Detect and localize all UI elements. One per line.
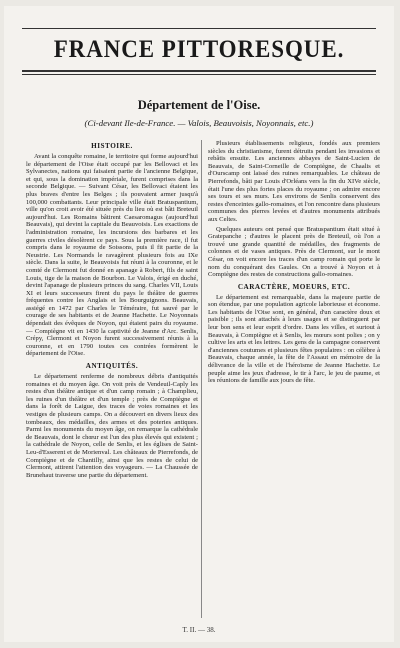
magazine-page — [4, 6, 394, 642]
right-column — [208, 140, 380, 620]
department-title: Département de l'Oise. — [137, 98, 261, 112]
masthead-rule-thick — [22, 70, 376, 72]
top-rule — [22, 28, 376, 29]
left-column — [26, 140, 198, 620]
paragraph: Plusieurs établissements religieux, fondés aux premiers siècles du christianisme, furent détruits pendant les invasions et rebâtis ensuite. Les anciennes abbayes de Saint-Lucien de Beauvais, de Saint-Corneille de Compiègne, de Chaalis et d'Ourscamp ont laissé des ruines remarquables. Le château de Pierrefonds, bâti par Louis d'Orléans vers la fin du XIVe siècle, était l'une des plus fortes places du royaume ; on admire encore ses tours et ses murs. Les environs de Senlis conservent des restes d'enceintes gallo-romaines, et l'on rencontre dans plusieurs communes des pierres levées et d'autres monuments attribués aux Celtes. — [208, 140, 380, 223]
section-heading-histoire: HISTOIRE. — [91, 142, 133, 150]
paragraph: Le département renferme de nombreux débris d'antiquités romaines et du moyen âge. On voit près de Vendeuil-Caply les restes d'un théâtre antique et d'un camp romain ; à Champlieu, les ruines d'un théâtre et d'un temple ; près de Compiègne et dans la forêt de Laigue, des traces de voies romaines et les vestiges de plusieurs camps. On a découvert en divers lieux des tombeaux, des médailles, des armes et des poteries antiques. Parmi les monuments du moyen âge, on remarque la cathédrale de Beauvais, dont le chœur est l'un des plus élevés qui existent ; la cathédrale de Noyon, celle de Senlis, et les églises de Saint-Leu-d'Esserent et de Morienval. Les châteaux de Pierrefonds, de Compiègne et de Chantilly, ainsi que les restes de celui de Clermont, attirent l'attention des voyageurs. — La Chaussée de Brunehaut traverse une partie du département. — [26, 373, 198, 479]
paragraph: Avant la conquête romaine, le territoire qui forme aujourd'hui le département de l'Oise était occupé par les Bellovaci et les Sylvanectes, nations qui faisaient partie de l'ancienne Belgique, et qui, sous la domination impériale, furent comprises dans la seconde Belgique. — Suivant César, les Bellovaci étaient les plus braves d'entre les Belges ; ils pouvaient armer jusqu'à 100,000 combattants. Leur principale ville était Bratuspantium, ville qu'on croit avoir été située près du lieu où est bâti Breteuil aujourd'hui. Les Romains bâtirent Caesaromagus (aujourd'hui Beauvais), qui devint la capitale du Beauvoisis. Les exactions de l'administration romaine, les incursions des barbares et les guerres civiles désolèrent ce pays. Sous la première race, il fut compris dans le royaume de Soissons, puis il fit partie de la Neustrie. Les Normands le ravagèrent plusieurs fois au IXe siècle. Dans la suite, le Beauvoisis fut réuni à la couronne, et le comté de Clermont fut donné en apanage à Robert, fils de saint Louis, tige de la maison de Bourbon. Le Valois, érigé en duché, devint l'apanage de plusieurs princes du sang. Charles VII, Louis XI et leurs successeurs firent du pays le théâtre de guerres fréquentes contre les Anglais et les Bourguignons. Beauvais, assiégé en 1472 par Charles le Téméraire, fut sauvé par le courage de ses habitants et de Jeanne Hachette. Le Noyonnais dépendait des évêques de Noyon, qui étaient pairs du royaume. — Compiègne vit en 1430 la captivité de Jeanne d'Arc. Senlis, Crépy, Clermont et Noyon furent successivement réunis à la couronne, et en 1790 toutes ces contrées formèrent le département de l'Oise. — [26, 153, 198, 358]
section-heading-caractere: CARACTÈRE, MOEURS, ETC. — [237, 282, 351, 291]
column-divider — [201, 140, 202, 618]
department-subtitle: (Ci-devant Ile-de-France. — Valois, Beauvoisis, Noyonnais, etc.) — [84, 118, 314, 128]
masthead-rule-thin — [22, 74, 376, 75]
paragraph: Le département est remarquable, dans la majeure partie de son étendue, par une population agricole laborieuse et économe. Les habitants de l'Oise sont, en général, d'un caractère doux et paisible ; ils sont attachés à leurs usages et se distinguent par leur bon sens et leur esprit d'ordre. Dans les villes, et surtout à Beauvais, à Compiègne et à Senlis, les mœurs sont polies ; on y cultive les arts et les lettres. Les gens de la campagne conservent d'anciennes coutumes et plusieurs fêtes populaires : on célèbre à Beauvais, chaque année, la fête de l'Assaut en mémoire de la délivrance de la ville et de l'héroïsme de Jeanne Hachette. Le peuple aime les jeux d'adresse, le tir à l'arc, le jeu de paume, et les réunions de famille aux jours de fête. — [208, 293, 380, 385]
page-folio: T. II. — 38. — [182, 626, 216, 634]
section-heading-antiquites: ANTIQUITÉS. — [85, 362, 139, 371]
paragraph: Quelques auteurs ont pensé que Bratuspantium était situé à Gratepanche ; d'autres le placent près de Breteuil, où l'on a trouvé une grande quantité de médailles, des fragments de colonnes et de vases antiques. Près de Clermont, sur le mont César, on voit encore les traces d'un camp romain qui porte le nom du conquérant des Gaules. On a trouvé à Noyon et à Compiègne des restes de constructions gallo-romaines. — [208, 225, 380, 279]
masthead-title: FRANCE PITTORESQUE. — [53, 36, 345, 63]
